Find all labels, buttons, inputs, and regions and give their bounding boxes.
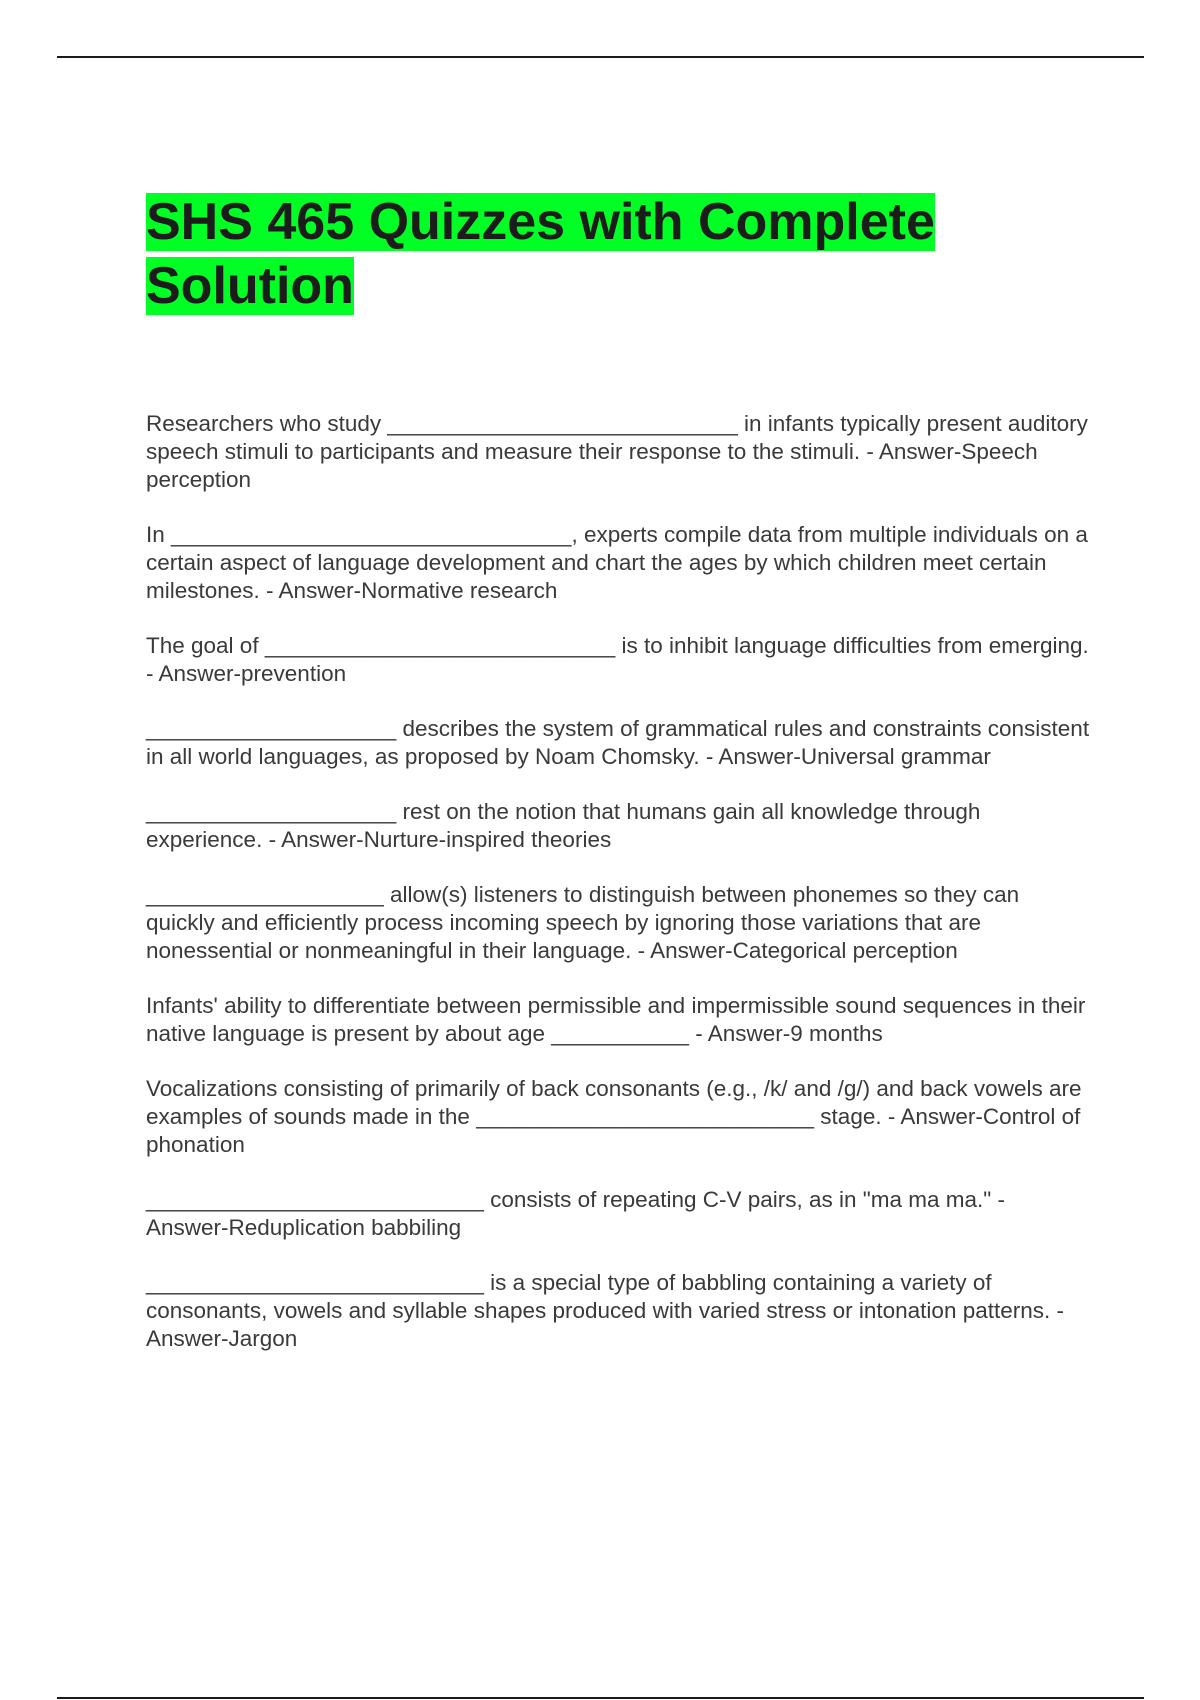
question-item: ___________________________ is a special type of babbling containing a variety of consonants, vowels and syllable shapes produced with varied stress or intonation patterns. - Answer-Jargon (146, 1270, 1065, 1351)
question-item: Vocalizations consisting of primarily of back consonants (e.g., /k/ and /g/) and back vowels are examples of sounds made in the ___________________________ stage. - Answer-Control of phonation (146, 1076, 1082, 1157)
title-highlight: SHS 465 Quizzes with Complete Solution (146, 193, 935, 315)
question-item: The goal of ____________________________ is to inhibit language difficulties from emerging. - Answer-prevention (146, 633, 1089, 686)
question-item: ___________________________ consists of repeating C-V pairs, as in "ma ma ma." - Answer-Reduplication babbiling (146, 1187, 1006, 1240)
question-item: Infants' ability to differentiate between permissible and impermissible sound sequences in their native language is present by about age ___________ - Answer-9 months (146, 993, 1086, 1046)
question-item: ____________________ describes the system of grammatical rules and constraints consistent in all world languages, as proposed by Noam Chomsky. - Answer-Universal grammar (146, 716, 1090, 769)
question-item: ___________________ allow(s) listeners to distinguish between phonemes so they can quickly and efficiently process incoming speech by ignoring those variations that are nonessential or nonmeaningful in their language. - Answer-Categorical perception (146, 882, 1020, 963)
bottom-rule (57, 1697, 1144, 1699)
question-item: ____________________ rest on the notion that humans gain all knowledge through experience. - Answer-Nurture-inspired theories (146, 799, 981, 852)
question-item: In ________________________________, experts compile data from multiple individuals on a certain aspect of language development and chart the ages by which children meet certain milestones. - Answer-Normative research (146, 522, 1088, 603)
question-item: Researchers who study ____________________________ in infants typically present auditory speech stimuli to participants and measure their response to the stimuli. - Answer-Speech perception (146, 411, 1088, 492)
question-list (146, 410, 1091, 1380)
top-rule (57, 56, 1144, 58)
document-title (146, 190, 1046, 318)
